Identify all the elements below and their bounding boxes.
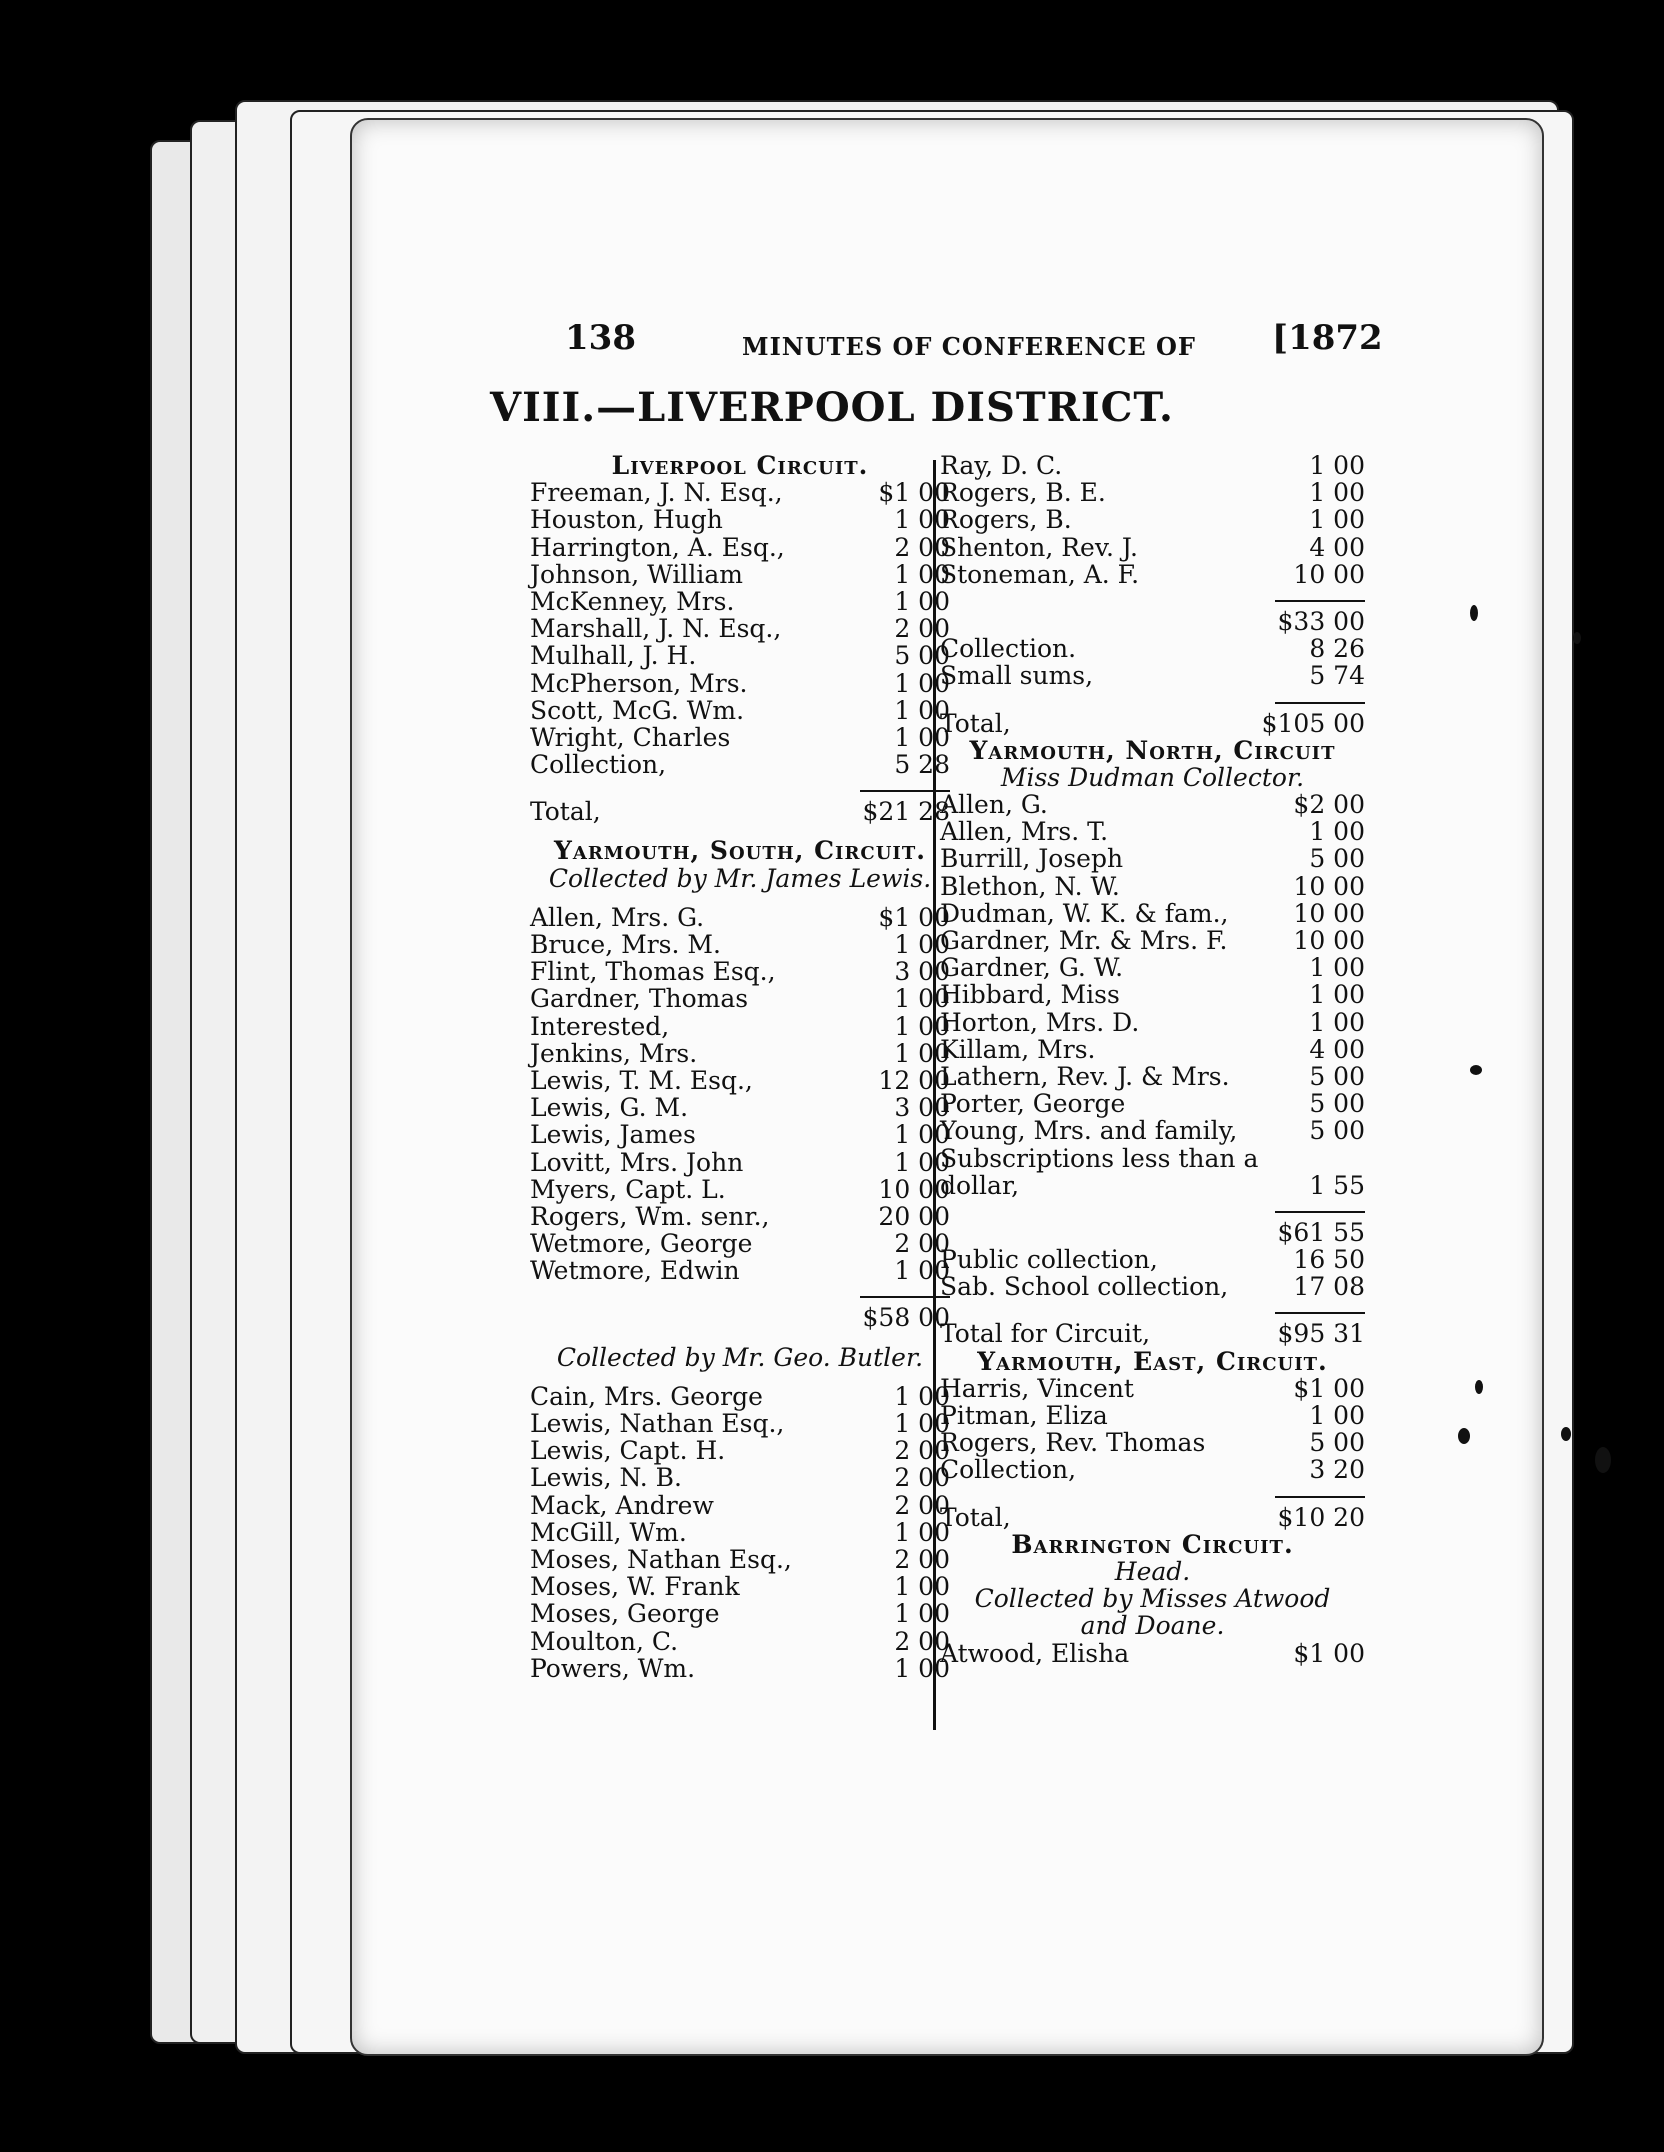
entry-name: Lathern, Rev. J. & Mrs. [940, 1061, 1230, 1091]
ledger-entry [940, 981, 1365, 1008]
ledger-entry [940, 818, 1365, 845]
entry-amount: 16 50 [1293, 1245, 1365, 1275]
entry-name: Freeman, J. N. Esq., [530, 478, 783, 508]
circuit-heading: Yarmouth, East, Circuit. [977, 1346, 1328, 1376]
entry-amount: 1 00 [894, 1011, 950, 1041]
entry-amount: 2 00 [894, 1490, 950, 1520]
ink-speck [1595, 1447, 1611, 1473]
entry-amount: 1 00 [894, 505, 950, 535]
ledger-entry [530, 615, 950, 642]
ink-speck [1573, 632, 1581, 644]
entry-name: Sab. School collection, [940, 1272, 1229, 1302]
entry-amount: $33 00 [1277, 606, 1365, 636]
entry-name: Wetmore, Edwin [530, 1256, 740, 1286]
entry-amount: 4 00 [1309, 1034, 1365, 1064]
entry-amount: 10 00 [1293, 898, 1365, 928]
entry-name: Mack, Andrew [530, 1490, 714, 1520]
entry-name: Powers, Wm. [530, 1653, 696, 1683]
ledger-entry [940, 845, 1365, 872]
entry-name: Harris, Vincent [940, 1373, 1134, 1403]
entry-amount: 20 00 [878, 1201, 950, 1231]
ledger-entry [530, 1383, 950, 1410]
entry-amount: 2 00 [894, 1544, 950, 1574]
entry-amount: 1 00 [894, 1572, 950, 1602]
entry-amount: 1 00 [894, 1653, 950, 1683]
ledger-entry [530, 642, 950, 669]
entry-name: Ray, D. C. [940, 451, 1063, 480]
sum-rule [860, 1284, 950, 1298]
ledger-entry [940, 635, 1365, 662]
entry-name: Rogers, Rev. Thomas [940, 1428, 1206, 1458]
entry-name: Scott, McG. Wm. [530, 695, 745, 725]
ledger-entry [530, 1203, 950, 1230]
entry-name: Porter, George [940, 1089, 1126, 1119]
spacer [530, 892, 950, 904]
ledger-entry [530, 1573, 950, 1600]
entry-name: Bruce, Mrs. M. [530, 930, 721, 959]
ledger-entry [530, 751, 950, 778]
ledger-entry [530, 798, 950, 825]
entry-name: Wright, Charles [530, 722, 731, 752]
ledger-entry [940, 1172, 1365, 1199]
year-label: [1872 [1272, 318, 1383, 358]
collector-note: Miss Dudman Collector. [1000, 762, 1305, 792]
entry-name: Lewis, Nathan Esq., [530, 1409, 785, 1438]
entry-amount: 10 00 [1293, 559, 1365, 589]
entry-amount: 1 00 [894, 930, 950, 959]
running-title: MINUTES OF CONFERENCE OF [742, 332, 1196, 361]
entry-name: Myers, Capt. L. [530, 1174, 726, 1204]
ledger-entry [940, 900, 1365, 927]
ledger-entry [530, 1410, 950, 1437]
spacer [530, 1371, 950, 1383]
entry-name: Lewis, James [530, 1120, 696, 1150]
entry-amount: 8 26 [1309, 634, 1365, 664]
entry-amount: 1 00 [894, 1517, 950, 1547]
ledger-entry [940, 1246, 1365, 1273]
ledger-entry [940, 954, 1365, 981]
ledger-entry [940, 791, 1365, 818]
entry-name: Moulton, C. [530, 1626, 679, 1656]
entry-amount: 1 00 [894, 1599, 950, 1629]
entry-amount: 17 08 [1293, 1272, 1365, 1302]
spacer [530, 1332, 950, 1344]
entry-amount: $58 00 [862, 1303, 950, 1333]
ledger-entry [940, 561, 1365, 588]
entry-amount: 4 00 [1309, 532, 1365, 562]
sum-rule [1275, 588, 1365, 602]
entry-amount: 1 00 [894, 695, 950, 725]
circuit-heading: Liverpool Circuit. [611, 451, 869, 480]
entry-amount: $1 00 [878, 902, 950, 932]
entry-amount: 1 00 [1309, 817, 1365, 847]
entry-amount: 3 00 [894, 957, 950, 987]
entry-amount: 5 74 [1309, 661, 1365, 691]
entry-amount: $2 00 [1293, 790, 1365, 820]
collector-note: Collected by Mr. Geo. Butler. [556, 1342, 924, 1372]
entry-name: Blethon, N. W. [940, 871, 1120, 901]
ledger-entry [940, 1504, 1365, 1531]
left-column [530, 452, 950, 1682]
entry-amount: 1 00 [894, 1120, 950, 1150]
ledger-entry [940, 710, 1365, 737]
ledger-entry [940, 1375, 1365, 1402]
entry-name: Lewis, T. M. Esq., [530, 1065, 753, 1095]
entry-amount: 5 00 [1309, 1116, 1365, 1146]
entry-amount: 10 00 [878, 1174, 950, 1204]
ledger-entry [940, 1429, 1365, 1456]
entry-name: Collection, [940, 1455, 1077, 1485]
ledger-entry [940, 506, 1365, 533]
ledger-entry [530, 1464, 950, 1491]
ledger-entry [940, 452, 1365, 479]
entry-amount: 1 00 [1309, 478, 1365, 508]
entry-amount: 10 00 [1293, 871, 1365, 901]
entry-amount: 1 00 [1309, 1401, 1365, 1430]
entry-name: Allen, Mrs. T. [940, 817, 1109, 847]
entry-name: Wetmore, George [530, 1229, 753, 1259]
entry-amount: 2 00 [894, 532, 950, 562]
ledger-entry [530, 1149, 950, 1176]
entry-amount: 1 00 [1309, 505, 1365, 535]
sum-rule [1275, 690, 1365, 704]
ledger-entry [940, 534, 1365, 561]
entry-name: Subscriptions less than a [940, 1143, 1259, 1173]
entry-amount: 2 00 [894, 1436, 950, 1466]
entry-amount: 2 00 [894, 614, 950, 644]
right-column [940, 452, 1365, 1667]
ledger-entry [940, 479, 1365, 506]
entry-name: Mulhall, J. H. [530, 641, 697, 671]
entry-amount: $61 55 [1277, 1217, 1365, 1247]
entry-amount: 5 00 [1309, 1089, 1365, 1119]
ledger-entry [530, 670, 950, 697]
entry-name: Lovitt, Mrs. John [530, 1147, 744, 1177]
ledger-entry [940, 1219, 1365, 1246]
entry-amount: 2 00 [894, 1229, 950, 1259]
collector-note: Collected by Misses Atwood [974, 1584, 1331, 1614]
ledger-entry [530, 1121, 950, 1148]
ledger-entry [940, 1456, 1365, 1483]
entry-amount: 5 00 [1309, 844, 1365, 874]
entry-name: Killam, Mrs. [940, 1034, 1096, 1064]
entry-name: Total for Circuit, [940, 1319, 1151, 1349]
circuit-heading: Barrington Circuit. [1011, 1529, 1294, 1559]
ledger-entry [530, 1628, 950, 1655]
entry-amount: 5 00 [894, 641, 950, 671]
entry-name: Stoneman, A. F. [940, 559, 1140, 589]
entry-amount: 1 00 [894, 559, 950, 589]
ledger-entry [530, 1257, 950, 1284]
entry-amount: 12 00 [878, 1065, 950, 1095]
entry-name: Hibbard, Miss [940, 980, 1120, 1010]
ledger-entry [940, 1090, 1365, 1117]
ledger-entry [530, 958, 950, 985]
sum-rule [1275, 1199, 1365, 1213]
page-number: 138 [565, 318, 636, 358]
entry-amount: 1 00 [894, 1409, 950, 1438]
ledger-entry [530, 506, 950, 533]
entry-name: dollar, [940, 1170, 1020, 1200]
entry-name: Moses, W. Frank [530, 1572, 740, 1602]
ledger-entry [530, 1067, 950, 1094]
entry-amount: 1 00 [894, 984, 950, 1014]
collector-note: and Doane. [1080, 1611, 1225, 1641]
entry-amount: 10 00 [1293, 926, 1365, 955]
entry-amount: 1 00 [1309, 451, 1365, 480]
entry-name: Rogers, B. [940, 505, 1072, 535]
entry-name: Collection, [530, 750, 667, 780]
ledger-entry [530, 1519, 950, 1546]
entry-name: Interested, [530, 1011, 670, 1041]
ledger-entry [940, 873, 1365, 900]
entry-name: Young, Mrs. and family, [940, 1116, 1238, 1146]
entry-name: Collection. [940, 634, 1077, 664]
entry-name: Moses, Nathan Esq., [530, 1544, 792, 1574]
ledger-entry [530, 1655, 950, 1682]
ledger-entry [940, 927, 1365, 954]
ledger-entry [940, 1009, 1365, 1036]
ledger-entry [530, 697, 950, 724]
ledger-entry [940, 1117, 1365, 1144]
entry-amount: $10 20 [1277, 1502, 1365, 1532]
ledger-entry [530, 1176, 950, 1203]
ink-speck [1470, 1065, 1482, 1075]
district-title: VIII.—LIVERPOOL DISTRICT. [490, 384, 1174, 431]
entry-name: Lewis, G. M. [530, 1093, 689, 1123]
entry-name: Pitman, Eliza [940, 1401, 1108, 1430]
entry-amount: 5 28 [894, 750, 950, 780]
entry-name: Marshall, J. N. Esq., [530, 614, 782, 644]
ledger-entry [530, 1040, 950, 1067]
ledger-entry [530, 1437, 950, 1464]
entry-name: Atwood, Elisha [940, 1638, 1130, 1668]
entry-amount: 2 00 [894, 1463, 950, 1493]
sum-rule [1275, 1300, 1365, 1314]
entry-amount: 1 00 [894, 1381, 950, 1411]
ledger-entry [530, 1013, 950, 1040]
entry-name: Burrill, Joseph [940, 844, 1124, 874]
ledger-entry [530, 1546, 950, 1573]
ledger-entry [940, 608, 1365, 635]
entry-amount: 1 00 [1309, 980, 1365, 1010]
entry-amount: 1 00 [894, 668, 950, 698]
ledger-entry [940, 1145, 1365, 1172]
circuit-heading: Yarmouth, North, Circuit [969, 735, 1336, 765]
sum-rule [860, 778, 950, 792]
entry-amount: 1 00 [1309, 1007, 1365, 1037]
entry-name: Total, [940, 1502, 1011, 1532]
circuit-heading: Yarmouth, South, Circuit. [554, 836, 926, 866]
ledger-entry [530, 985, 950, 1012]
ledger-entry [530, 561, 950, 588]
entry-name: Rogers, B. E. [940, 478, 1106, 508]
entry-name: Rogers, Wm. senr., [530, 1201, 770, 1231]
entry-amount: $1 00 [1293, 1638, 1365, 1668]
entry-amount: 1 00 [1309, 953, 1365, 983]
entry-name: Cain, Mrs. George [530, 1381, 763, 1411]
ledger-entry [530, 904, 950, 931]
ledger-entry [940, 1036, 1365, 1063]
ledger-entry [530, 931, 950, 958]
entry-name: Johnson, William [530, 559, 744, 589]
entry-name: Dudman, W. K. & fam., [940, 898, 1229, 928]
entry-name: McKenney, Mrs. [530, 586, 735, 616]
entry-amount: $1 00 [878, 478, 950, 508]
entry-name: Gardner, G. W. [940, 953, 1124, 983]
ledger-entry [940, 662, 1365, 689]
ledger-entry [940, 1640, 1365, 1667]
sum-rule [1275, 1484, 1365, 1498]
entry-amount: 1 00 [894, 1147, 950, 1177]
ink-speck [1561, 1427, 1571, 1441]
ledger-entry [530, 1304, 950, 1331]
entry-name: Small sums, [940, 661, 1094, 691]
ink-speck [1470, 605, 1478, 621]
ledger-entry [530, 724, 950, 751]
entry-amount: 3 00 [894, 1093, 950, 1123]
ledger-entry [940, 1402, 1365, 1429]
entry-name: McGill, Wm. [530, 1517, 687, 1547]
ledger-entry [530, 1600, 950, 1627]
entry-name: McPherson, Mrs. [530, 668, 748, 698]
ledger-entry [940, 1273, 1365, 1300]
entry-amount: 1 00 [894, 1256, 950, 1286]
entry-name: Horton, Mrs. D. [940, 1007, 1140, 1037]
entry-name: Gardner, Thomas [530, 984, 749, 1014]
entry-amount: 2 00 [894, 1626, 950, 1656]
entry-amount: 5 00 [1309, 1061, 1365, 1091]
ledger-entry [530, 1094, 950, 1121]
collector-note: Head. [1114, 1556, 1191, 1586]
entry-amount: $21 28 [862, 797, 950, 827]
entry-amount: 5 00 [1309, 1428, 1365, 1458]
entry-amount: 1 00 [894, 1038, 950, 1068]
entry-amount: 1 00 [894, 586, 950, 616]
entry-name: Allen, G. [940, 790, 1048, 820]
ledger-entry [940, 1320, 1365, 1347]
entry-name: Gardner, Mr. & Mrs. F. [940, 926, 1228, 955]
entry-name: Flint, Thomas Esq., [530, 957, 776, 987]
entry-amount: 1 55 [1309, 1170, 1365, 1200]
entry-name: Total, [940, 708, 1011, 738]
entry-name: Lewis, Capt. H. [530, 1436, 726, 1466]
entry-name: Moses, George [530, 1599, 720, 1629]
entry-amount: $105 00 [1261, 708, 1365, 738]
collector-note: Collected by Mr. James Lewis. [548, 863, 932, 893]
ink-speck [1475, 1380, 1483, 1394]
entry-amount: $95 31 [1277, 1319, 1365, 1349]
entry-amount: 1 00 [894, 722, 950, 752]
entry-name: Harrington, A. Esq., [530, 532, 785, 562]
ledger-entry [530, 1492, 950, 1519]
entry-amount: 3 20 [1309, 1455, 1365, 1485]
entry-name: Jenkins, Mrs. [530, 1038, 698, 1068]
entry-name: Shenton, Rev. J. [940, 532, 1138, 562]
ledger-entry [530, 1230, 950, 1257]
entry-name: Total, [530, 797, 601, 827]
ink-speck [1458, 1428, 1470, 1444]
entry-amount: $1 00 [1293, 1373, 1365, 1403]
entry-name: Lewis, N. B. [530, 1463, 683, 1493]
entry-name: Public collection, [940, 1245, 1158, 1275]
ledger-entry [530, 534, 950, 561]
ledger-entry [530, 479, 950, 506]
entry-name: Houston, Hugh [530, 505, 723, 535]
entry-name: Allen, Mrs. G. [530, 902, 705, 932]
ledger-entry [530, 588, 950, 615]
ledger-entry [940, 1063, 1365, 1090]
